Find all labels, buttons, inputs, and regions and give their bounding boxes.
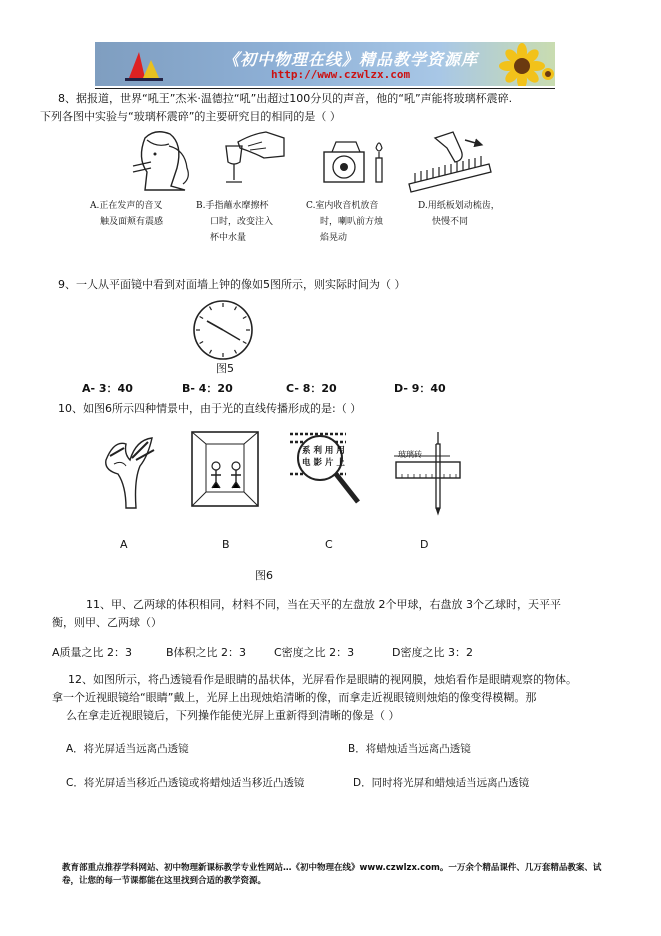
q10-label-c: C bbox=[325, 538, 333, 551]
banner-url[interactable]: http://www.czwlzx.com bbox=[271, 68, 411, 81]
q12-option-b: B．将蜡烛适当远离凸透镜 bbox=[348, 743, 471, 755]
q10-image-a-hand-shadow bbox=[96, 430, 166, 510]
q10-magnifier-text: 系 利 用 用 电 影 片 上 bbox=[302, 446, 345, 468]
q11-option-b: B体积之比 2：3 bbox=[166, 646, 247, 659]
q10-glass-label: 玻璃砖 bbox=[398, 450, 422, 459]
q10-figure-caption: 图6 bbox=[255, 569, 273, 582]
q9-option-c: C- 8：20 bbox=[286, 382, 337, 395]
q8-option-d: D.用纸板划动梳齿， 快慢不同 bbox=[418, 201, 500, 227]
q11-option-a: A质量之比 2：3 bbox=[52, 646, 133, 659]
q9-option-d: D- 9：40 bbox=[394, 382, 446, 395]
q12-option-c: C．将光屏适当移近凸透镜或将蜡烛适当移近凸透镜 bbox=[66, 777, 305, 789]
q9-option-a: A- 3：40 bbox=[82, 382, 133, 395]
q10-label-b: B bbox=[222, 538, 230, 551]
q10-label-d: D bbox=[420, 538, 429, 551]
q12-line3: 么在拿走近视眼镜后，下列操作能使光屏上重新得到清晰的像是（ ） bbox=[66, 709, 400, 722]
q8-line2: 下列各图中实验与“玻璃杯震碎”的主要研究目的相同的是（ ） bbox=[40, 110, 341, 123]
q11-option-c: C密度之比 2：3 bbox=[274, 646, 355, 659]
q8-image-c-radio-candle bbox=[318, 130, 390, 190]
sunflower-icon bbox=[500, 44, 555, 86]
q10-image-c-magnifier bbox=[286, 428, 366, 510]
q12-option-d: D．同时将光屏和蜡烛适当远离凸透镜 bbox=[353, 777, 530, 789]
q12-line2: 拿一个近视眼镜给“眼睛”戴上，光屏上出现烛焰清晰的像，而拿走近视眼镜则烛焰的像变得模糊。那 bbox=[52, 691, 537, 704]
header-rule bbox=[95, 88, 555, 89]
banner-title: 《初中物理在线》精品教学资源库 bbox=[223, 50, 479, 69]
q12-option-a: A．将光屏适当远离凸透镜 bbox=[66, 743, 189, 755]
q8-option-c: C.室内收音机放音 时，喇叭前方烛 焰晃动 bbox=[306, 201, 384, 243]
header-banner bbox=[95, 42, 555, 86]
q9-stem: 9、一人从平面镜中看到对面墙上钟的像如5图所示，则实际时间为（ ） bbox=[58, 278, 406, 291]
q8-image-d-comb-card bbox=[405, 130, 495, 190]
q8-option-b: B.手指蘸水摩擦杯 口时，改变注入 杯中水量 bbox=[196, 201, 274, 243]
q11-option-d: D密度之比 3：2 bbox=[392, 646, 473, 659]
page-footer: 教育部重点推荐学科网站、初中物理新课标教学专业性网站…《初中物理在线》www.czwlzx.com。一万余个精品课件、几万套精品教案、试卷，让您的每一节课都能在这里找到合适的教学资源。 bbox=[62, 863, 602, 886]
q9-clock-image bbox=[190, 300, 256, 360]
q8-image-a-girl-tuning-fork bbox=[125, 128, 195, 190]
q10-stem: 10、如图6所示四种情景中，由于光的直线传播形成的是:（ ） bbox=[58, 402, 362, 415]
q10-label-a: A bbox=[120, 538, 128, 551]
q12-line1: 12、如图所示，将凸透镜看作是眼睛的晶状体，光屏看作是眼睛的视网膜，烛焰看作是眼睛观察的物体。 bbox=[68, 673, 577, 686]
q11-line1: 11、甲、乙两球的体积相同，材料不同，当在天平的左盘放 2个甲球，右盘放 3个乙球时，天平平 bbox=[86, 598, 561, 611]
q9-option-b: B- 4：20 bbox=[182, 382, 233, 395]
site-logo-icon bbox=[125, 48, 165, 82]
q11-line2: 衡，则甲、乙两球（） bbox=[52, 616, 162, 629]
q8-image-b-finger-glass bbox=[218, 128, 288, 190]
q10-image-d-glass-pencil bbox=[392, 430, 472, 510]
q8-line1: 8、据报道，世界“吼王”杰米·温德拉“吼”出超过100分贝的声音，他的“吼”声能将玻璃杯震碎. bbox=[58, 92, 513, 105]
q10-image-b-mirror-room bbox=[190, 430, 262, 510]
q8-option-a: A.正在发声的音叉 触及面颊有震感 bbox=[90, 201, 164, 227]
q9-figure-caption: 图5 bbox=[216, 362, 234, 375]
